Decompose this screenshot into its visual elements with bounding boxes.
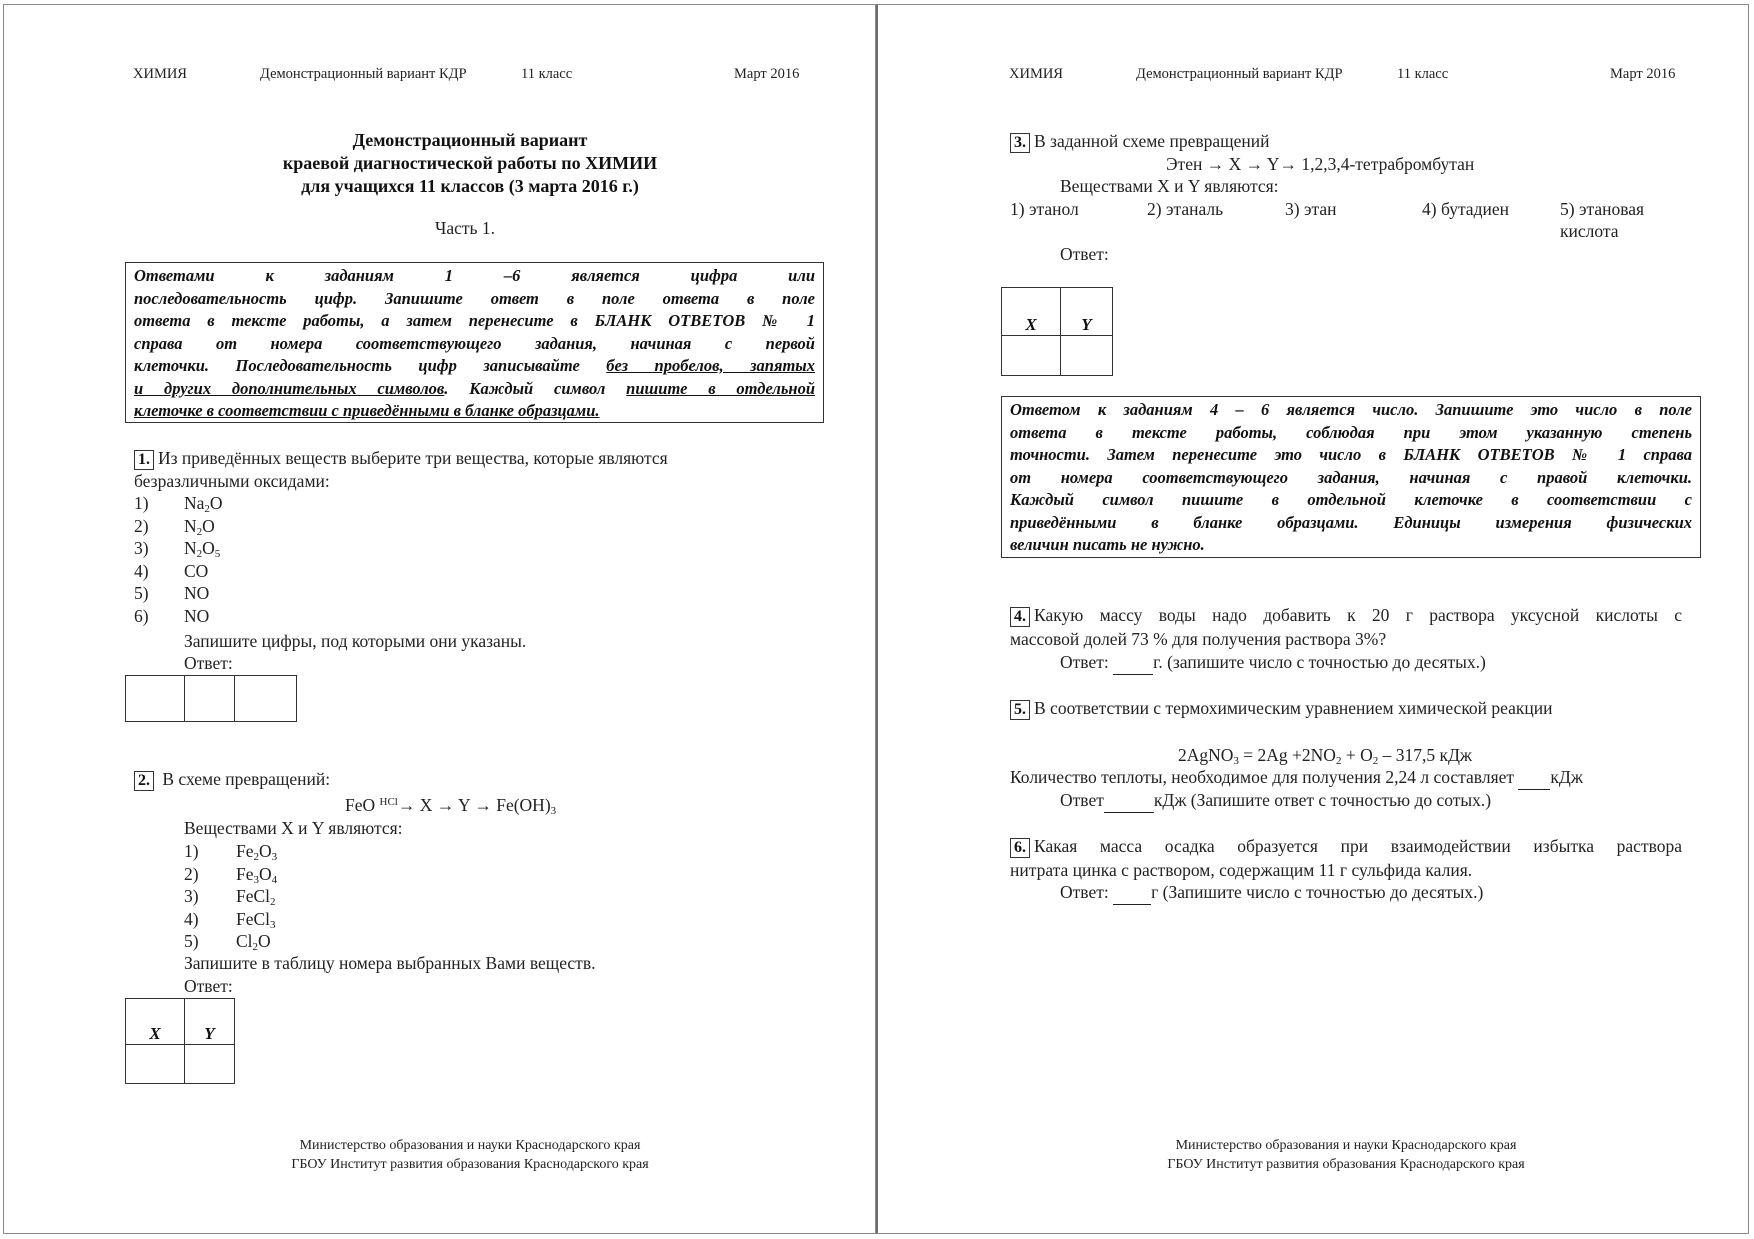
title-line-2: краевой диагностической работы по ХИМИИ [282, 153, 658, 173]
header-variant-right: Демонстрационный вариант КДР [1136, 66, 1343, 82]
q2-option-4: 4) FeCl$_3$ [184, 908, 276, 931]
title-line-1: Демонстрационный вариант [352, 130, 588, 150]
q4-text: 4. Какую массу воды надо добавить к 20 г раствора уксусной кислоты с [1010, 604, 1682, 627]
instr1-line-7: клеточке в соответствии с приведёнными в бланке образцами. [134, 401, 600, 420]
instr2-line-1: Ответом к заданиям 4 – 6 является число. Запишите это число в поле [1010, 400, 1692, 419]
q1-option-3: 3) $N_2O_5$ [134, 538, 221, 560]
q1-answer-label: Ответ: [184, 653, 233, 673]
q5-text-2: Количество теплоты, необходимое для получения 2,24 л составляет кДж [1010, 766, 1583, 790]
right-footer [1096, 1137, 1596, 1174]
q5-heat-blank[interactable] [1518, 766, 1550, 790]
q5-equation: 2AgNO$_3$ = $2Ag +2NO_2 + O_2 - 317,5$ кДж [1178, 745, 1472, 767]
instructions-box-1 [125, 262, 824, 423]
q4-number: 4. [1010, 607, 1030, 627]
q2-substances: Веществами X и Y являются: [184, 818, 403, 838]
q5-number: 5. [1010, 700, 1030, 720]
q6-answer: Ответ: г (Запишите число с точностью до десятых.) [1060, 881, 1483, 905]
q1-option-4: 4) CO [134, 560, 209, 581]
q2-answer-label: Ответ: [184, 976, 233, 996]
header-grade-right: 11 класс [1397, 66, 1449, 82]
q1-text: 1. Из приведённых веществ выберите три вещества, которые являются [134, 447, 668, 470]
q3-answer-label: Ответ: [1060, 244, 1109, 264]
q1-option-5: 5) NO [134, 583, 210, 603]
q2-text: 2. В схеме превращений: [134, 768, 330, 791]
q2-prompt: Запишите в таблицу номера выбранных Вами веществ. [184, 953, 596, 973]
header-grade: 11 класс [521, 66, 573, 82]
q2-col-x: X [126, 999, 185, 1045]
q3-substances: Веществами X и Y являются: [1060, 176, 1279, 196]
q2-answer-table[interactable] [125, 998, 235, 1084]
q4-answer: Ответ: г. (запишите число с точностью до десятых.) [1060, 651, 1486, 675]
q1-text-2: безразличными оксидами: [134, 471, 330, 491]
instr2-line-6: приведёнными в бланке образцами. Единицы измерения физических [1010, 512, 1692, 532]
instr1-line-4: справа от номера соответствующего задания, начиная с первой [134, 333, 815, 353]
page-title [260, 129, 680, 198]
instr2-line-2: ответа в тексте работы, соблюдая при этом указанную степень [1010, 422, 1692, 442]
q1-answer-table[interactable] [125, 675, 297, 722]
instr1-line-2: последовательность цифр. Запишите ответ в поле ответа в поле [134, 288, 815, 308]
title-line-3: для учащихся 11 классов (3 марта 2016 г.) [301, 176, 639, 196]
instr1-line-1: Ответами к заданиям 1 –6 является цифра или [134, 266, 815, 285]
q2-options [184, 840, 277, 953]
footer-line-1-right: Министерство образования и науки Краснодарского края [1175, 1138, 1517, 1153]
q1-option-2: 2) $N_2O$ [134, 515, 215, 538]
header-date: Март 2016 [734, 66, 800, 82]
q2-answer-cell-x[interactable] [126, 1045, 185, 1084]
instructions-box-2 [1001, 396, 1701, 558]
header-subject-right: ХИМИЯ [1009, 66, 1063, 82]
q3-text: 3. В заданной схеме превращений [1010, 130, 1269, 153]
header-variant: Демонстрационный вариант КДР [260, 66, 467, 82]
q6-text-2: нитрата цинка с раствором, содержащим 11 г сульфида калия. [1010, 860, 1473, 880]
header-subject: ХИМИЯ [133, 66, 187, 82]
q3-scheme: Этен → X → Y→ 1,2,3,4-тетрабромбутан [1166, 154, 1475, 174]
q1-option-1: 1) $Na_2O$ [134, 493, 223, 515]
instr2-line-4: от номера соответствующего задания, начиная с правой клеточки. [1010, 467, 1692, 487]
footer-line-2-right: ГБОУ Институт развития образования Краснодарского края [1167, 1156, 1525, 1172]
q3-answer-table[interactable] [1001, 287, 1113, 376]
q2-option-1: 1) $Fe_2O_3$ [184, 841, 278, 863]
q1-option-6: 6) NO [134, 605, 210, 626]
q3-answer-cell-y[interactable] [1061, 336, 1113, 376]
q5-answer: Ответ кДж (Запишите ответ с точностью до сотых.) [1060, 789, 1491, 813]
q3-option-1: 1) этанол [1010, 199, 1079, 219]
q3-col-y: Y [1061, 288, 1113, 336]
q3-col-x: X [1002, 288, 1061, 336]
instr2-line-7: величин писать не нужно. [1010, 535, 1205, 554]
q2-option-2: 2) $Fe_3O_4$ [184, 863, 278, 886]
instr1-line-5: клеточки. Последовательность цифр записывайте без пробелов, запятых [134, 356, 815, 375]
q2-option-3: 3) FeCl$_2$ [184, 886, 276, 908]
q3-option-4: 4) бутадиен [1422, 199, 1509, 219]
footer-line-1: Министерство образования и науки Краснодарского края [299, 1138, 641, 1153]
instr2-line-5: Каждый символ пишите в отдельной клеточке в соответствии с [1010, 490, 1692, 509]
q3-option-2: 2) этаналь [1147, 199, 1224, 219]
q6-number: 6. [1010, 838, 1030, 858]
q1-answer-cell[interactable] [185, 676, 235, 722]
q3-option-3: 3) этан [1285, 199, 1337, 219]
q3-number: 3. [1010, 133, 1030, 153]
q1-answer-cell[interactable] [235, 676, 297, 722]
q3-option-5-cont: кислота [1560, 221, 1619, 241]
header-date-right: Март 2016 [1610, 66, 1676, 82]
instr2-line-3: точности. Затем перенесите это число в БЛАНК ОТВЕТОВ № 1 справа [1010, 445, 1692, 464]
q2-scheme: FeO $^{HCl}\to X \to Y \to Fe(OH)_3$ [345, 795, 557, 817]
q1-prompt: Запишите цифры, под которыми они указаны. [184, 631, 527, 651]
q2-option-5: 5) $Cl_2O$ [184, 931, 271, 953]
q2-col-y: Y [185, 999, 235, 1045]
q2-number: 2. [134, 771, 154, 791]
q1-options [134, 492, 223, 627]
footer-line-2: ГБОУ Институт развития образования Краснодарского края [291, 1156, 649, 1172]
q5-answer-blank[interactable] [1104, 789, 1154, 813]
part-label: Часть 1. [435, 218, 496, 238]
q4-text-2: массовой долей 73 % для получения раствора 3%? [1010, 629, 1387, 649]
instr1-line-3: ответа в тексте работы, а затем перенесите в БЛАНК ОТВЕТОВ № 1 [134, 311, 815, 330]
q4-answer-blank[interactable] [1113, 651, 1153, 675]
q3-answer-cell-x[interactable] [1002, 336, 1061, 376]
q1-number: 1. [134, 450, 154, 470]
left-footer [220, 1137, 720, 1174]
q3-option-5: 5) этановая [1560, 199, 1645, 219]
instr1-line-6: и других дополнительных символов. Каждый символ пишите в отдельной [134, 378, 815, 398]
q6-answer-blank[interactable] [1113, 881, 1151, 905]
q6-text: 6. Какая масса осадка образуется при взаимодействии избытка раствора [1010, 835, 1682, 858]
q5-text: 5. В соответствии с термохимическим уравнением химической реакции [1010, 697, 1553, 720]
q1-answer-cell[interactable] [126, 676, 185, 722]
q2-answer-cell-y[interactable] [185, 1045, 235, 1084]
